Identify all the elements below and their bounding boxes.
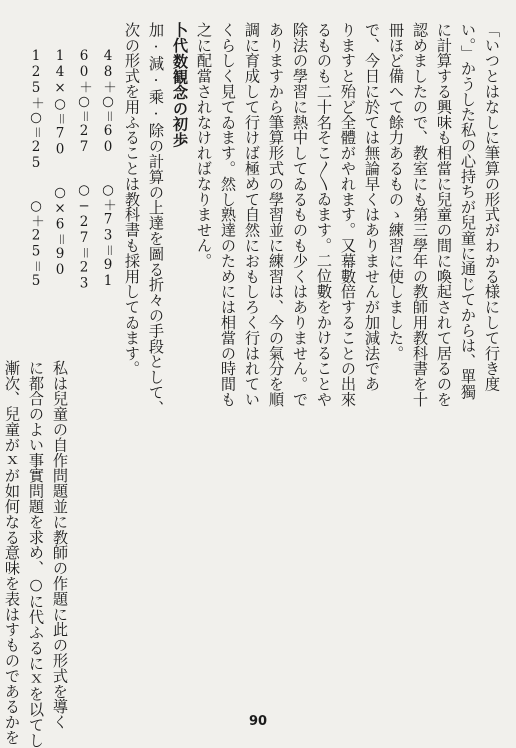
text-line: りますと殆ど全體がやれます。又幕數倍することの出來	[339, 22, 357, 407]
text-line: 私は兒童の自作問題並に教師の作題に此の形式を導く	[51, 360, 69, 730]
formula-line: 60＋○＝27 ○−27＝23	[76, 48, 92, 292]
formula-line: 125＋○＝25 ○＋25＝5	[28, 48, 44, 289]
text-line: 加·減·乘·除の計算の上達を圖る折々の手段として、	[147, 22, 165, 416]
text-line: で、今日に於ては無論早くはありませんが加減法であ	[363, 22, 381, 392]
text-line: るものも二十名そこ〳〵ゐます。二位數をかけることや	[315, 22, 333, 407]
text-line: ありますから筆算形式の學習並に練習は、今の氣分を順	[267, 22, 285, 407]
text-line: くらしく見てゐます。然し熟達のためには相當の時間も	[219, 22, 237, 407]
text-line: 「いつとはなしに筆算の形式がわかる様にして行き度	[483, 22, 501, 392]
text-line: に計算する興味も相當に兒童の間に喚起されて居るのを	[435, 22, 453, 407]
text-line: 之に配當されなければなりません。	[195, 22, 213, 269]
text-line: い。」かうした私の心持ちが兒童に通じてからは、單獨	[459, 22, 477, 400]
text-line: 認めましたので、教室にも第三學年の教師用教科書を十	[411, 22, 429, 407]
text-line: 漸次、兒童がｘが如何なる意味を表はすものであるかを	[3, 360, 21, 745]
formula-line: 14×○＝70 ○×6＝90	[52, 48, 68, 278]
text-line: 調に育成して行けば極めて自然におもしろく行はれてい	[243, 22, 261, 407]
formula-line: 48＋○＝60 ○＋73＝91	[100, 48, 116, 289]
text-line: 除法の學習に熱中してゐるものも少くはありません。で	[291, 22, 309, 407]
section-heading: 卜代数観念の初歩	[171, 22, 189, 148]
text-line: に都合のよい事實問題を求め、○に代ふるにｘを以てし	[27, 360, 45, 748]
text-line: 次の形式を用ふることは教科書も採用してゐます。	[123, 22, 141, 377]
page-number: 90	[248, 714, 268, 729]
text-line: 冊ほど備へて餘力あるものゝ練習に使しました。	[387, 22, 405, 361]
